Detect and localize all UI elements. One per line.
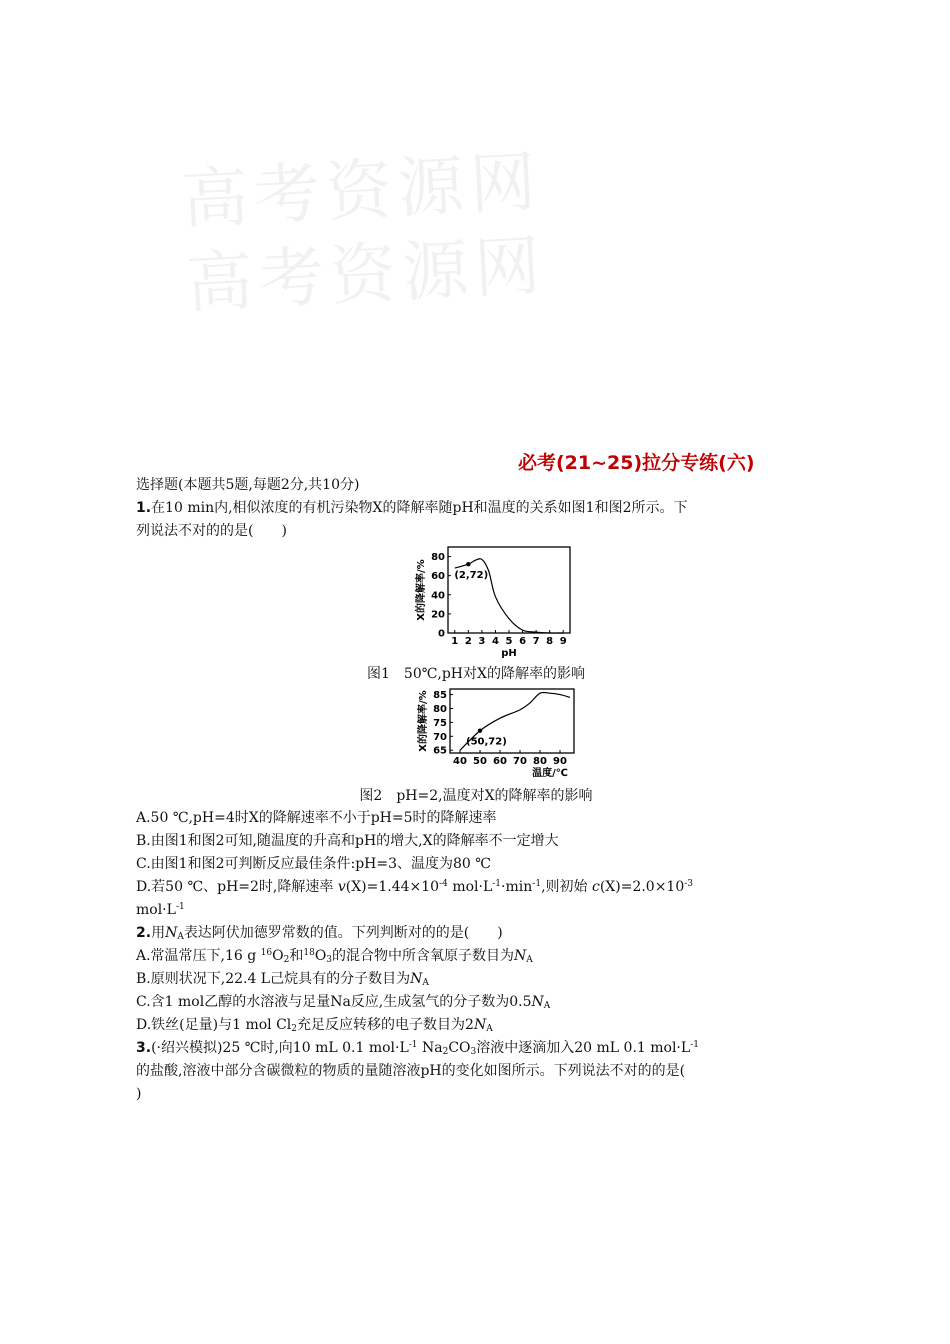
sup: 18 [303,948,315,958]
x-tick-label: 3 [478,636,486,647]
sub: A [543,1001,551,1011]
q1-option-c: C.由图1和图2可判断反应最佳条件:pH=3、温度为80 ℃ [136,856,491,872]
sub: A [177,932,184,942]
annotation-label: (2,72) [454,570,489,582]
y-tick-label: 70 [433,731,447,743]
text: N [531,994,544,1010]
figure-1-caption: 图1 50℃,pH对X的降解率的影响 [367,666,585,682]
document-body [136,474,816,1106]
text: ·min [501,879,533,895]
y-tick-label: 20 [431,609,445,621]
x-axis-label: 温度/℃ [532,768,568,779]
text: A.常温常压下,16 g [136,948,261,964]
q3-stem-line2: 的盐酸,溶液中部分含碳微粒的物质的量随溶液pH的变化如图所示。下列说法不对的的是( [136,1063,686,1079]
x-tick-label: 50 [473,756,487,767]
watermark [180,142,549,359]
x-tick-label: 90 [553,756,567,767]
text: c [591,879,600,895]
sup: -1 [532,879,542,889]
q2-stem [136,922,816,945]
sup: -4 [439,879,448,889]
text: 表达阿伏加德罗常数的值。下列判断对的的是( ) [183,925,503,941]
section-header: 选择题(本题共5题,每题2分,共10分) [136,477,360,493]
text: D.若50 ℃、pH=2时,降解速率 [136,879,334,895]
text: v [337,879,346,895]
q1-option-d-cont [136,899,816,922]
sub: 2 [442,1047,449,1057]
x-tick-label: 5 [505,636,513,647]
q3-stem-line1 [136,1037,816,1060]
text: (X)=1.44×10 [345,879,440,895]
text: C.含1 mol乙醇的水溶液与足量Na反应,生成氢气的分子数为0.5 [136,994,532,1010]
x-tick-label: 6 [519,636,527,647]
page-title: 必考(21~25)拉分专练(六) [518,452,755,474]
x-tick-label: 70 [513,756,527,767]
y-axis-label: X的降解率/% [416,559,427,621]
annotation-point [478,729,482,733]
x-tick-label: 40 [453,756,467,767]
text: N [165,925,178,941]
annotation-point [466,562,470,566]
sup: -1 [175,902,185,912]
q2-option-c [136,991,816,1014]
text: mol·L [447,879,493,895]
sup: -1 [690,1040,699,1050]
sub: A [526,955,533,965]
text: ,则初始 [541,879,592,895]
sup: -3 [684,879,694,889]
q3-stem-line3: ) [136,1086,142,1102]
y-tick-label: 60 [431,571,445,583]
q2-option-a [136,945,816,968]
y-tick-label: 75 [433,717,447,729]
annotation-label: (50,72) [466,736,507,748]
sup: -1 [408,1040,418,1050]
text: (X)=2.0×10 [599,879,685,895]
q1-stem-line1 [136,497,816,520]
watermark-line: 高考资源网 [180,142,544,239]
sub: 3 [326,955,333,965]
text: CO [448,1040,471,1056]
sub: 2 [291,1024,298,1034]
x-tick-label: 1 [451,636,459,647]
plot-frame [448,547,570,633]
q1-option-b: B.由图1和图2可知,随温度的升高和pH的增大,X的降解率不一定增大 [136,833,559,849]
x-tick-label: 60 [493,756,507,767]
sub: A [486,1024,493,1034]
x-tick-label: 7 [532,636,540,647]
q1-option-d [136,876,816,899]
text: 溶液中逐滴加入20 mL 0.1 mol·L [476,1040,691,1056]
q1-stem-text: 在10 min内,相似浓度的有机污染物X的降解率随pH和温度的关系如图1和图2所示。下 [151,500,688,516]
sub: 2 [283,955,290,965]
y-tick-label: 80 [431,552,445,564]
x-tick-label: 9 [559,636,567,647]
sup: -1 [492,879,502,889]
figure-2-caption: 图2 pH=2,温度对X的降解率的影响 [359,788,593,804]
text: B.原则状况下,22.4 L己烷具有的分子数目为 [136,971,411,987]
sub: A [422,978,429,988]
text: N [410,971,423,987]
text: 用 [151,925,166,941]
q1-option-a: A.50 ℃,pH=4时X的降解速率不小于pH=5时的降解速率 [136,810,497,826]
q3-number: 3. [136,1040,152,1056]
text: O [272,948,284,964]
text: 和 [289,948,304,964]
text: N [473,1017,487,1033]
q2-option-d [136,1014,816,1037]
y-tick-label: 0 [438,628,445,640]
figure-1-chart [326,543,626,663]
q1-stem-line2: 列说法不对的的是( ) [136,523,287,539]
figure-2-chart [326,685,626,785]
sub: 3 [470,1047,477,1057]
text: N [514,948,527,964]
x-tick-label: 4 [491,636,499,647]
y-tick-label: 85 [433,690,447,702]
y-tick-label: 65 [433,745,447,757]
text: 充足反应转移的电子数目为2 [297,1017,474,1033]
y-tick-label: 80 [433,703,447,715]
text: Na [417,1040,443,1056]
text: 的混合物中所含氧原子数目为 [332,948,515,964]
q2-number: 2. [136,925,152,941]
text: (·绍兴模拟)25 ℃时,向10 mL 0.1 mol·L [151,1040,409,1056]
sup: 16 [260,948,273,958]
x-tick-label: 2 [464,636,472,647]
q2-option-b [136,968,816,991]
text: mol·L [136,902,176,918]
watermark-line: 高考资源网 [184,226,549,323]
x-axis-label: pH [501,648,517,659]
q1-number: 1. [136,500,152,516]
x-tick-label: 80 [533,756,547,767]
x-tick-label: 8 [546,636,554,647]
y-axis-label: X的降解率/% [418,690,429,752]
y-tick-label: 40 [431,590,445,602]
text: O [314,948,327,964]
text: D.铁丝(足量)与1 mol Cl [136,1017,292,1033]
